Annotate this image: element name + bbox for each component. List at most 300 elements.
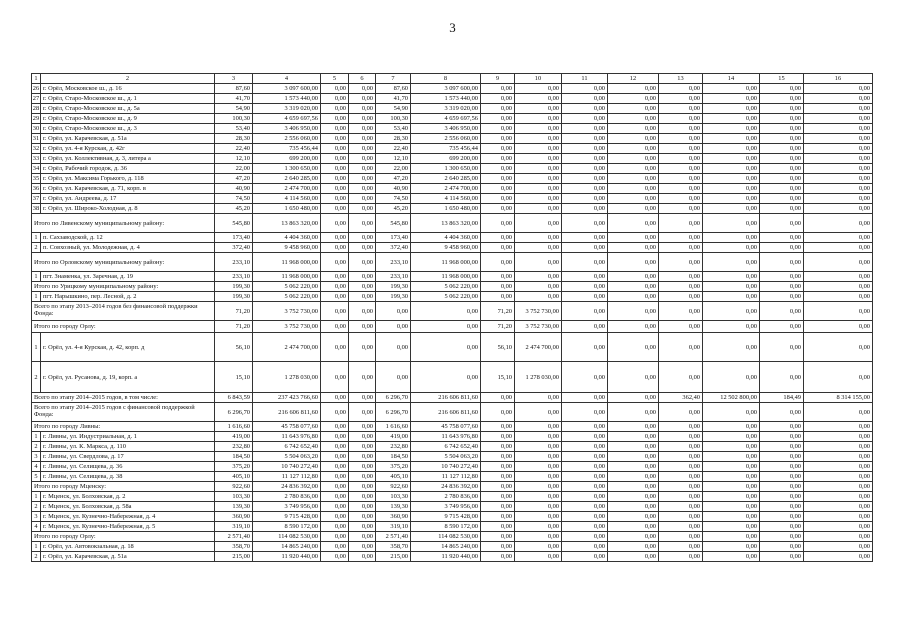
value-cell: 372,40 [215, 243, 253, 253]
value-cell: 4 114 560,00 [253, 194, 321, 204]
value-cell: 0,00 [659, 253, 703, 272]
value-cell: 0,00 [608, 154, 659, 164]
total-row [32, 393, 873, 403]
value-cell: 3 319 020,00 [253, 104, 321, 114]
value-cell: 0,00 [515, 243, 562, 253]
value-cell: 0,00 [321, 282, 349, 292]
table-row [32, 333, 873, 362]
value-cell: 0,00 [608, 442, 659, 452]
value-cell: 45,20 [215, 204, 253, 214]
total-label: Итого по Ливенскому муниципальному району: [32, 214, 215, 233]
value-cell: 233,10 [215, 272, 253, 282]
value-cell: 4 404 360,00 [253, 233, 321, 243]
value-cell: 0,00 [481, 452, 515, 462]
value-cell: 103,30 [376, 492, 411, 502]
value-cell: 0,00 [349, 502, 376, 512]
table-row [32, 174, 873, 184]
value-cell: 103,30 [215, 492, 253, 502]
value-cell: 0,00 [804, 134, 873, 144]
value-cell: 0,00 [760, 144, 804, 154]
value-cell: 0,00 [804, 154, 873, 164]
value-cell: 0,00 [608, 432, 659, 442]
value-cell: 0,00 [515, 104, 562, 114]
value-cell: 0,00 [481, 422, 515, 432]
value-cell: 0,00 [760, 512, 804, 522]
value-cell: 0,00 [321, 134, 349, 144]
value-cell: 216 606 811,60 [411, 403, 481, 422]
value-cell: 10 740 272,40 [253, 462, 321, 472]
value-cell: 0,00 [703, 253, 760, 272]
value-cell: 12 502 800,00 [703, 393, 760, 403]
value-cell: 0,00 [760, 442, 804, 452]
value-cell: 45 758 077,60 [411, 422, 481, 432]
value-cell: 0,00 [515, 272, 562, 282]
value-cell: 0,00 [703, 542, 760, 552]
value-cell: 11 643 976,80 [253, 432, 321, 442]
address-cell: п. Сахзаводской, д. 12 [41, 233, 215, 243]
value-cell: 0,00 [659, 542, 703, 552]
value-cell: 0,00 [562, 164, 608, 174]
value-cell: 0,00 [562, 124, 608, 134]
value-cell: 0,00 [608, 422, 659, 432]
value-cell: 0,00 [659, 492, 703, 502]
address-cell: г. Орёл, Старо-Московское ш., д. 9 [41, 114, 215, 124]
value-cell: 0,00 [562, 282, 608, 292]
value-cell: 358,70 [215, 542, 253, 552]
value-cell: 372,40 [376, 243, 411, 253]
column-number-cell: 2 [41, 74, 215, 84]
value-cell: 173,40 [215, 233, 253, 243]
row-number: 33 [32, 155, 40, 162]
table-row [32, 124, 873, 134]
value-cell: 56,10 [215, 333, 253, 362]
value-cell: 0,00 [481, 174, 515, 184]
value-cell: 2 571,40 [215, 532, 253, 542]
row-number: 35 [32, 175, 40, 182]
value-cell: 0,00 [608, 253, 659, 272]
value-cell: 14 865 240,00 [411, 542, 481, 552]
value-cell: 215,00 [215, 552, 253, 562]
column-number-cell: 5 [321, 74, 349, 84]
value-cell: 0,00 [608, 512, 659, 522]
value-cell: 0,00 [349, 492, 376, 502]
value-cell: 0,00 [659, 104, 703, 114]
address-cell: г. Мценск, ул. Болховская, д. 58а [41, 502, 215, 512]
value-cell: 74,50 [215, 194, 253, 204]
value-cell: 0,00 [703, 482, 760, 492]
total-row [32, 532, 873, 542]
value-cell: 0,00 [321, 104, 349, 114]
value-cell: 0,00 [659, 512, 703, 522]
value-cell: 0,00 [515, 292, 562, 302]
address-cell: г. Орёл, Московское ш., д. 16 [41, 84, 215, 94]
value-cell: 41,70 [376, 94, 411, 104]
value-cell: 0,00 [703, 243, 760, 253]
total-label: Итого по Орловскому муниципальному району: [32, 253, 215, 272]
total-label: Итого по Урицкому муниципальному району: [32, 282, 215, 292]
value-cell: 0,00 [608, 272, 659, 282]
value-cell: 0,00 [760, 542, 804, 552]
value-cell: 0,00 [562, 154, 608, 164]
value-cell: 173,40 [376, 233, 411, 243]
total-label: Итого по городу Орлу: [32, 532, 215, 542]
value-cell: 0,00 [321, 512, 349, 522]
value-cell: 0,00 [481, 462, 515, 472]
value-cell: 71,20 [481, 321, 515, 333]
table-row [32, 552, 873, 562]
value-cell: 545,80 [215, 214, 253, 233]
value-cell: 0,00 [703, 502, 760, 512]
value-cell: 0,00 [321, 542, 349, 552]
value-cell: 15,10 [481, 362, 515, 393]
value-cell: 0,00 [760, 84, 804, 94]
value-cell: 5 062 220,00 [411, 292, 481, 302]
value-cell: 199,30 [376, 282, 411, 292]
column-number-cell: 16 [804, 74, 873, 84]
table-row [32, 462, 873, 472]
address-cell: г. Мценск, ул. Кузнечно-Набережная, д. 4 [41, 512, 215, 522]
row-number: 3 [32, 452, 41, 462]
value-cell: 319,10 [376, 522, 411, 532]
value-cell: 0,00 [349, 184, 376, 194]
value-cell: 0,00 [760, 452, 804, 462]
value-cell: 0,00 [562, 482, 608, 492]
value-cell: 375,20 [376, 462, 411, 472]
value-cell: 0,00 [411, 362, 481, 393]
housing-program-table [31, 73, 873, 562]
total-label: Всего по этапу 2014–2015 годов, в том числе: [32, 393, 215, 403]
value-cell: 0,00 [659, 302, 703, 321]
value-cell: 1 278 030,00 [253, 362, 321, 393]
value-cell: 237 423 766,60 [253, 393, 321, 403]
table-row [32, 184, 873, 194]
value-cell: 0,00 [481, 282, 515, 292]
value-cell: 419,00 [215, 432, 253, 442]
value-cell: 45 758 077,60 [253, 422, 321, 432]
value-cell: 0,00 [760, 492, 804, 502]
value-cell: 0,00 [760, 154, 804, 164]
value-cell: 0,00 [608, 282, 659, 292]
value-cell: 4 114 560,00 [411, 194, 481, 204]
value-cell: 5 504 063,20 [253, 452, 321, 462]
value-cell: 216 606 811,60 [411, 393, 481, 403]
value-cell: 358,70 [376, 542, 411, 552]
value-cell: 0,00 [562, 233, 608, 243]
value-cell: 1 650 480,00 [411, 204, 481, 214]
value-cell: 0,00 [703, 282, 760, 292]
value-cell: 1 573 440,00 [253, 94, 321, 104]
value-cell: 0,00 [515, 422, 562, 432]
value-cell: 0,00 [608, 104, 659, 114]
table-row [32, 144, 873, 154]
value-cell: 54,90 [215, 104, 253, 114]
value-cell: 5 062 220,00 [253, 282, 321, 292]
total-label: Всего по этапу 2013–2014 годов без финансовой поддержки Фонда: [32, 302, 215, 321]
value-cell: 74,50 [376, 194, 411, 204]
value-cell: 0,00 [804, 452, 873, 462]
value-cell: 0,00 [659, 502, 703, 512]
table-row [32, 94, 873, 104]
value-cell: 0,00 [703, 204, 760, 214]
value-cell: 0,00 [562, 492, 608, 502]
value-cell: 1 573 440,00 [411, 94, 481, 104]
value-cell: 0,00 [703, 124, 760, 134]
total-row [32, 321, 873, 333]
address-cell: г. Мценск, ул. Кузнечно-Набережная, д. 5 [41, 522, 215, 532]
value-cell: 0,00 [562, 253, 608, 272]
value-cell: 0,00 [562, 472, 608, 482]
row-number: 34 [32, 165, 40, 172]
value-cell: 0,00 [321, 442, 349, 452]
value-cell: 0,00 [760, 243, 804, 253]
total-label: Итого по городу Орлу: [32, 321, 215, 333]
value-cell: 0,00 [562, 362, 608, 393]
row-number: 1 [32, 542, 41, 552]
value-cell: 0,00 [659, 432, 703, 442]
value-cell: 0,00 [349, 452, 376, 462]
value-cell: 0,00 [804, 432, 873, 442]
value-cell: 0,00 [703, 403, 760, 422]
value-cell: 0,00 [703, 164, 760, 174]
row-number: 5 [32, 472, 41, 482]
row-number: 2 [32, 502, 41, 512]
value-cell: 0,00 [321, 292, 349, 302]
table-row [32, 84, 873, 94]
address-cell: г. Орёл, ул. Русанова, д. 19, корп. а [41, 362, 215, 393]
value-cell: 9 458 960,00 [253, 243, 321, 253]
value-cell: 0,00 [804, 333, 873, 362]
address-cell: г. Орёл, ул. Автовокзальная, д. 18 [41, 542, 215, 552]
value-cell: 0,00 [481, 233, 515, 243]
value-cell: 4 659 697,56 [411, 114, 481, 124]
value-cell: 0,00 [349, 321, 376, 333]
value-cell: 100,30 [215, 114, 253, 124]
value-cell: 0,00 [659, 532, 703, 542]
value-cell: 0,00 [515, 164, 562, 174]
value-cell: 0,00 [562, 134, 608, 144]
value-cell: 0,00 [659, 233, 703, 243]
value-cell: 0,00 [703, 94, 760, 104]
value-cell: 100,30 [376, 114, 411, 124]
value-cell: 375,20 [215, 462, 253, 472]
value-cell: 5 062 220,00 [411, 282, 481, 292]
value-cell: 0,00 [349, 174, 376, 184]
value-cell: 14 865 240,00 [253, 542, 321, 552]
total-row [32, 422, 873, 432]
value-cell: 12,10 [215, 154, 253, 164]
value-cell: 0,00 [376, 362, 411, 393]
row-number: 1 [32, 432, 41, 442]
value-cell: 0,00 [349, 472, 376, 482]
value-cell: 0,00 [659, 154, 703, 164]
row-number: 1 [32, 492, 41, 502]
value-cell: 0,00 [562, 84, 608, 94]
value-cell: 0,00 [321, 552, 349, 562]
value-cell: 0,00 [804, 552, 873, 562]
table-row [32, 432, 873, 442]
row-number: 38 [32, 205, 40, 212]
value-cell: 735 456,44 [253, 144, 321, 154]
value-cell: 0,00 [349, 272, 376, 282]
value-cell: 0,00 [760, 253, 804, 272]
value-cell: 0,00 [515, 84, 562, 94]
value-cell: 0,00 [760, 194, 804, 204]
table-row [32, 204, 873, 214]
column-number-row [32, 74, 873, 84]
value-cell: 0,00 [608, 94, 659, 104]
value-cell: 0,00 [760, 104, 804, 114]
value-cell: 0,00 [659, 184, 703, 194]
row-number: 27 [32, 95, 40, 102]
value-cell: 0,00 [659, 194, 703, 204]
column-number-cell: 3 [215, 74, 253, 84]
value-cell: 13 863 320,00 [253, 214, 321, 233]
total-row [32, 403, 873, 422]
value-cell: 0,00 [562, 204, 608, 214]
value-cell: 922,60 [376, 482, 411, 492]
table-row [32, 104, 873, 114]
value-cell: 0,00 [608, 124, 659, 134]
value-cell: 0,00 [349, 253, 376, 272]
value-cell: 232,80 [215, 442, 253, 452]
value-cell: 0,00 [703, 321, 760, 333]
value-cell: 0,00 [804, 124, 873, 134]
value-cell: 0,00 [481, 164, 515, 174]
column-number-cell: 6 [349, 74, 376, 84]
value-cell: 11 968 000,00 [411, 253, 481, 272]
row-number: 2 [32, 362, 41, 393]
value-cell: 0,00 [760, 333, 804, 362]
value-cell: 0,00 [349, 333, 376, 362]
table-row [32, 154, 873, 164]
value-cell: 735 456,44 [411, 144, 481, 154]
value-cell: 0,00 [349, 282, 376, 292]
table-row [32, 502, 873, 512]
value-cell: 0,00 [321, 393, 349, 403]
value-cell: 0,00 [349, 214, 376, 233]
value-cell: 28,30 [376, 134, 411, 144]
value-cell: 1 278 030,00 [515, 362, 562, 393]
address-cell: пгт. Знаменка, ул. Заречная, д. 19 [41, 272, 215, 282]
value-cell: 0,00 [608, 333, 659, 362]
value-cell: 233,10 [376, 272, 411, 282]
value-cell: 1 300 650,00 [253, 164, 321, 174]
value-cell: 0,00 [608, 214, 659, 233]
value-cell: 0,00 [562, 194, 608, 204]
address-cell: г. Ливны, ул. Индустриальная, д. 1 [41, 432, 215, 442]
value-cell: 0,00 [608, 204, 659, 214]
address-cell: пгт. Нарышкино, пер. Лесной, д. 2 [41, 292, 215, 302]
value-cell: 0,00 [760, 321, 804, 333]
value-cell: 0,00 [562, 452, 608, 462]
value-cell: 0,00 [376, 302, 411, 321]
value-cell: 0,00 [804, 542, 873, 552]
value-cell: 24 836 392,00 [411, 482, 481, 492]
value-cell: 11 920 440,00 [253, 552, 321, 562]
value-cell: 0,00 [804, 184, 873, 194]
value-cell: 0,00 [703, 512, 760, 522]
total-row [32, 253, 873, 272]
value-cell: 0,00 [760, 472, 804, 482]
value-cell: 22,00 [376, 164, 411, 174]
value-cell: 0,00 [659, 462, 703, 472]
value-cell: 0,00 [321, 452, 349, 462]
value-cell: 0,00 [608, 321, 659, 333]
value-cell: 0,00 [804, 272, 873, 282]
value-cell: 0,00 [481, 272, 515, 282]
value-cell: 2 780 836,00 [411, 492, 481, 502]
table-row [32, 442, 873, 452]
row-number: 26 [32, 85, 40, 92]
row-number: 4 [32, 462, 41, 472]
value-cell: 6 296,70 [376, 393, 411, 403]
value-cell: 0,00 [659, 452, 703, 462]
value-cell: 0,00 [608, 472, 659, 482]
value-cell: 0,00 [804, 282, 873, 292]
value-cell: 6 843,59 [215, 393, 253, 403]
value-cell: 0,00 [804, 114, 873, 124]
value-cell: 0,00 [321, 462, 349, 472]
value-cell: 0,00 [321, 243, 349, 253]
value-cell: 699 200,00 [253, 154, 321, 164]
value-cell: 0,00 [659, 204, 703, 214]
value-cell: 0,00 [349, 124, 376, 134]
value-cell: 0,00 [804, 104, 873, 114]
value-cell: 0,00 [703, 522, 760, 532]
row-number: 1 [32, 272, 41, 282]
value-cell: 0,00 [515, 154, 562, 164]
value-cell: 0,00 [515, 472, 562, 482]
address-cell: г. Орёл, ул. Андреева, д. 17 [41, 194, 215, 204]
column-number-cell: 1 [32, 74, 41, 84]
address-cell: г. Ливны, ул. К. Маркса, д. 110 [41, 442, 215, 452]
value-cell: 0,00 [760, 174, 804, 184]
value-cell: 0,00 [411, 302, 481, 321]
value-cell: 0,00 [481, 134, 515, 144]
value-cell: 0,00 [481, 393, 515, 403]
value-cell: 0,00 [481, 114, 515, 124]
address-cell: г. Орёл, ул. 4-я Курская, д. 42, корп. д [41, 333, 215, 362]
column-number-cell: 9 [481, 74, 515, 84]
value-cell: 0,00 [321, 194, 349, 204]
value-cell: 216 606 811,60 [253, 403, 321, 422]
value-cell: 71,20 [215, 302, 253, 321]
value-cell: 0,00 [608, 134, 659, 144]
value-cell: 0,00 [703, 532, 760, 542]
value-cell: 0,00 [411, 321, 481, 333]
value-cell: 0,00 [703, 154, 760, 164]
value-cell: 0,00 [562, 552, 608, 562]
value-cell: 0,00 [481, 144, 515, 154]
value-cell: 139,30 [376, 502, 411, 512]
value-cell: 0,00 [608, 292, 659, 302]
value-cell: 0,00 [481, 204, 515, 214]
value-cell: 0,00 [608, 164, 659, 174]
address-cell: г. Мценск, ул. Болховская, д. 2 [41, 492, 215, 502]
value-cell: 0,00 [703, 214, 760, 233]
row-number: 36 [32, 185, 40, 192]
value-cell: 0,00 [608, 144, 659, 154]
value-cell: 0,00 [411, 333, 481, 362]
value-cell: 2 640 285,00 [411, 174, 481, 184]
value-cell: 0,00 [760, 292, 804, 302]
value-cell: 0,00 [321, 472, 349, 482]
table-body [32, 74, 873, 562]
value-cell: 0,00 [804, 84, 873, 94]
value-cell: 0,00 [703, 144, 760, 154]
value-cell: 3 749 956,00 [253, 502, 321, 512]
value-cell: 0,00 [608, 174, 659, 184]
